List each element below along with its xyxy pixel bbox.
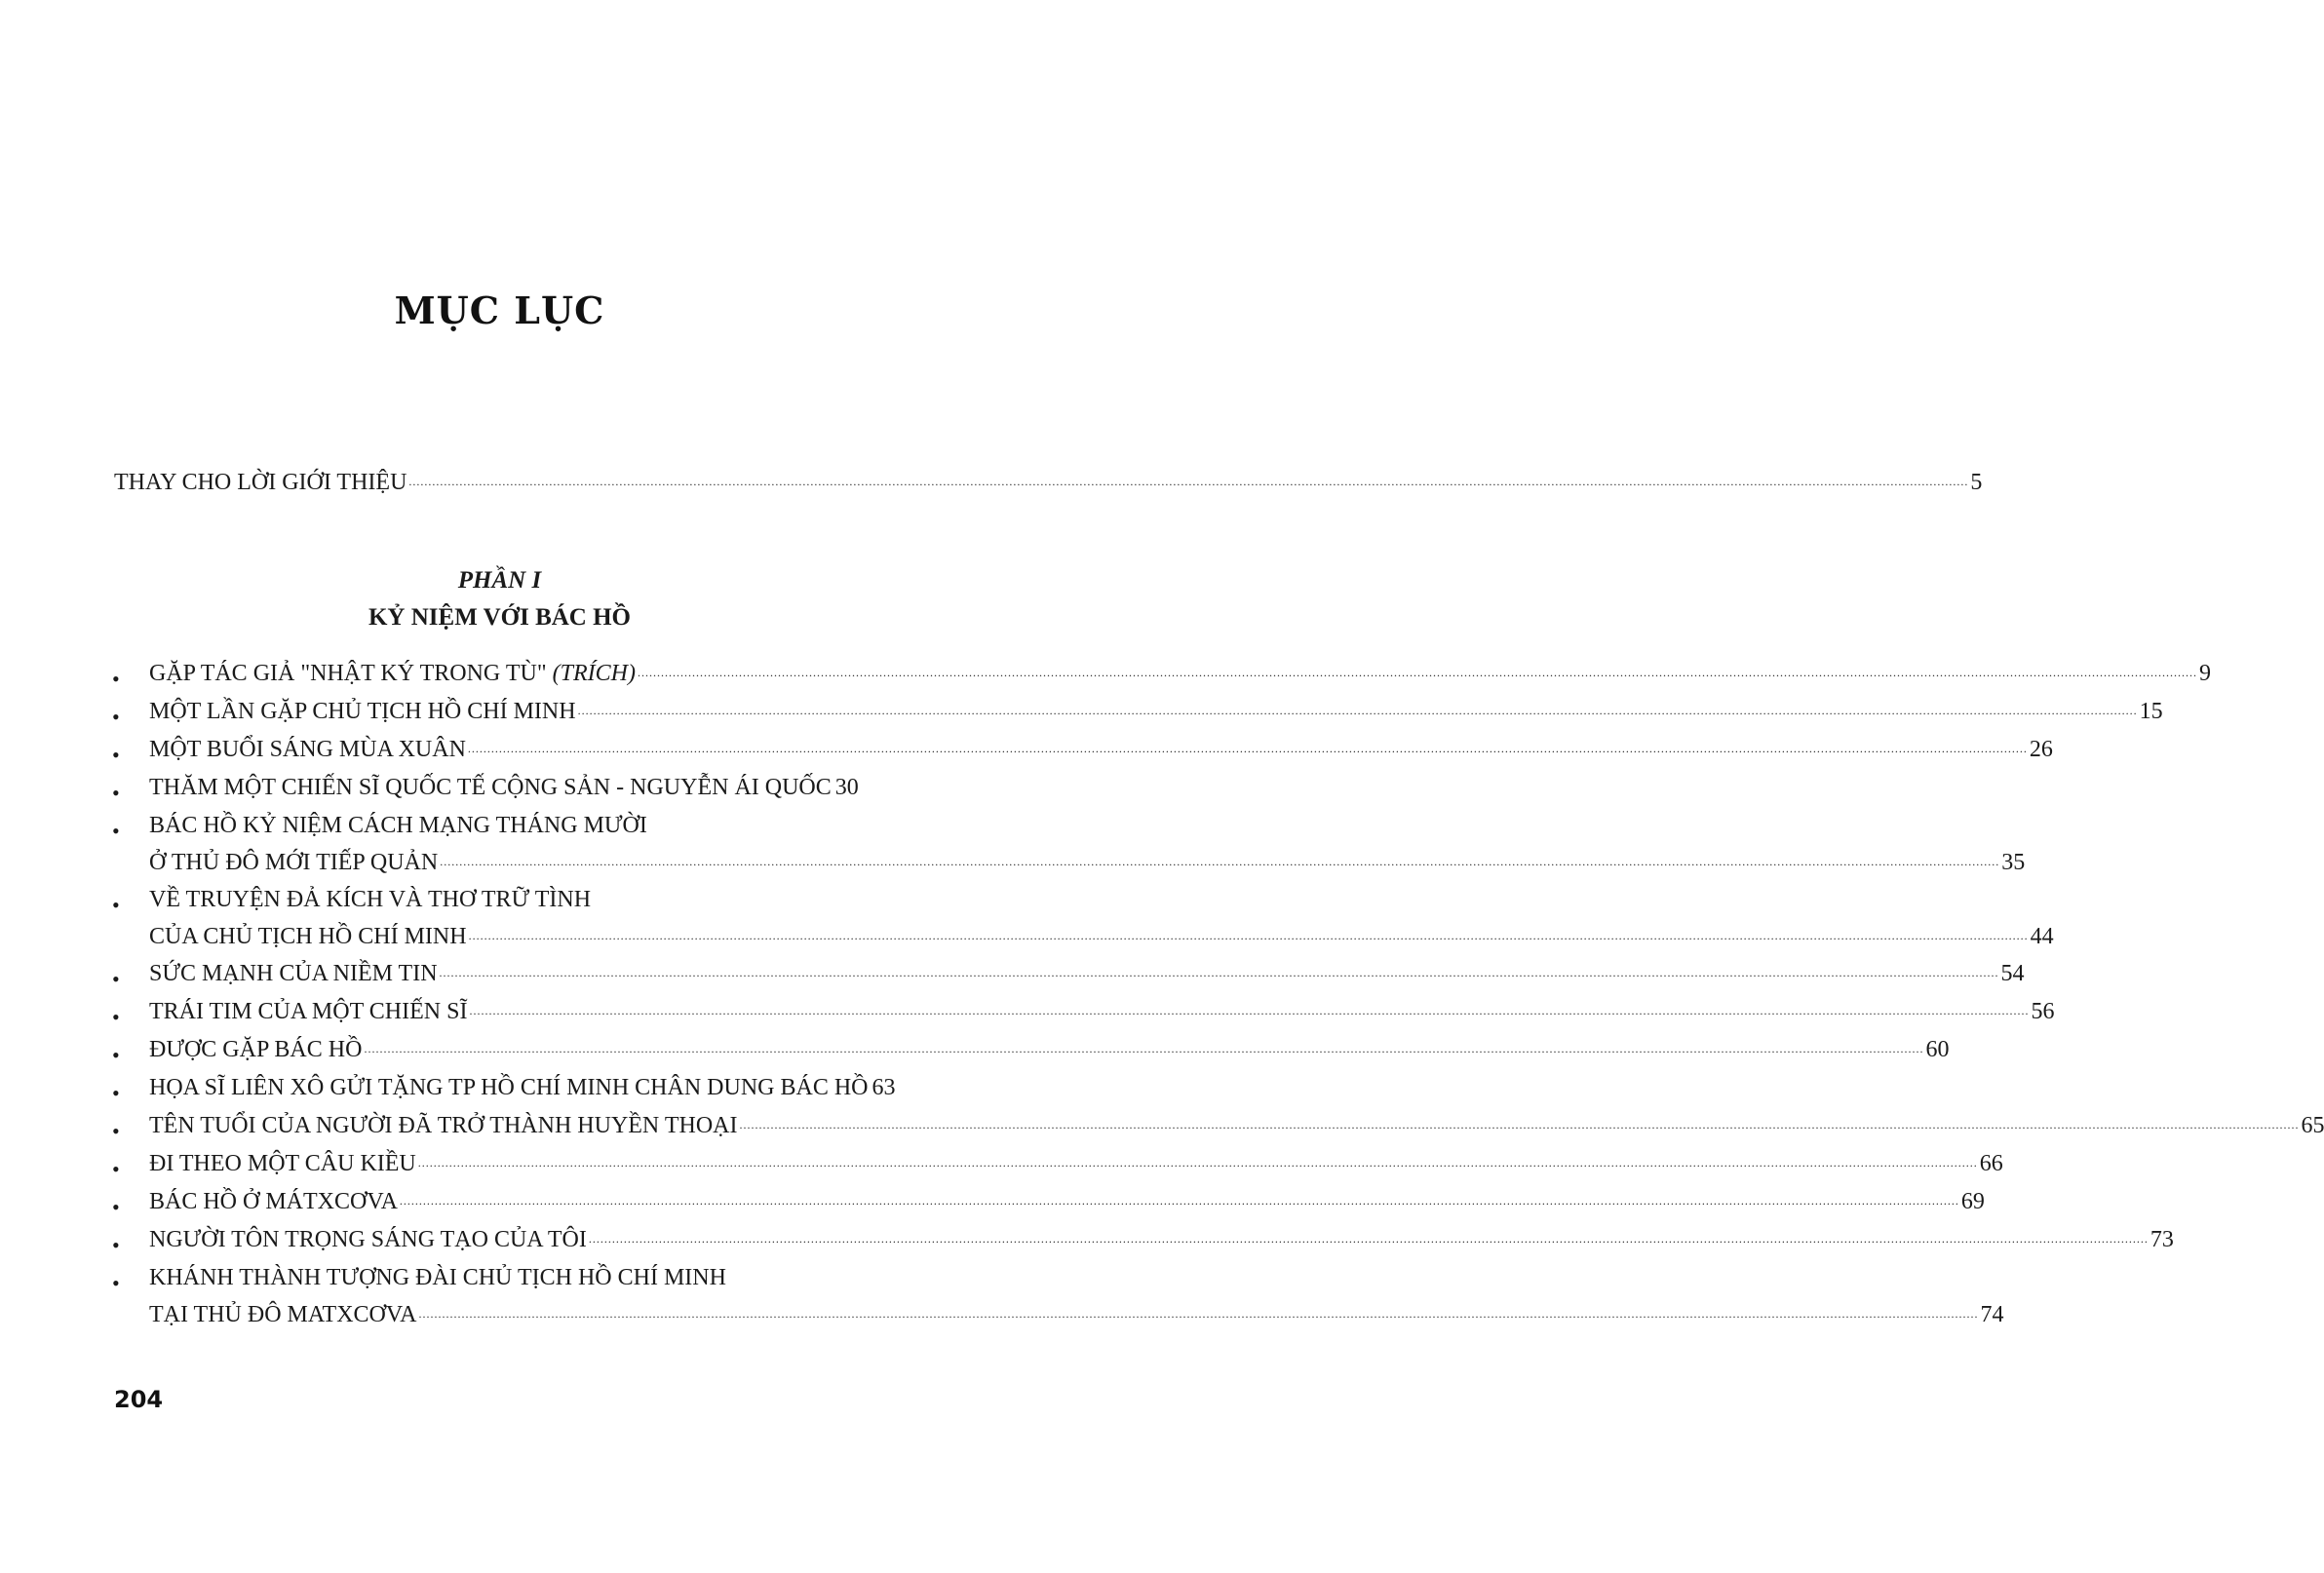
dot-leader: ................................................................................................................................................................................................................................................................................................................................................................................................................ [637,666,2197,679]
bullet-icon: • [112,781,120,805]
toc-entry[interactable] [149,1151,2003,1177]
toc-entry[interactable] [149,1189,1985,1215]
toc-entry-label: MỘT BUỔI SÁNG MÙA XUÂN [149,737,466,762]
dot-leader: ................................................................................................................................................................................................................................................................................................................................................................................................................ [739,1118,2300,1132]
toc-entry-page: 56 [2031,999,2055,1024]
bullet-icon: • [112,1005,120,1029]
page-title: MỤC LỤC [394,288,605,332]
toc-entry-page: 15 [2139,699,2163,724]
dot-leader: ................................................................................................................................................................................................................................................................................................................................................................................................................ [468,929,2029,942]
bullet-icon: • [112,1081,120,1105]
dot-leader: ................................................................................................................................................................................................................................................................................................................................................................................................................ [588,1232,2149,1246]
bullet-icon: • [112,1157,120,1181]
toc-entry[interactable] [149,775,857,801]
bullet-icon: • [112,667,120,691]
toc-entry-label: CỦA CHỦ TỊCH HỒ CHÍ MINH [149,924,467,949]
bullet-icon: • [112,967,120,991]
dot-leader: ................................................................................................................................................................................................................................................................................................................................................................................................................ [399,1194,1959,1208]
toc-entry-label: TÊN TUỔI CỦA NGƯỜI ĐÃ TRỞ THÀNH HUYỀN THOẠI [149,1113,738,1138]
toc-entry-label: GẶP TÁC GIẢ "NHẬT KÝ TRONG TÙ" (TRÍCH) [149,661,636,686]
bullet-icon: • [112,819,120,843]
dot-leader: ................................................................................................................................................................................................................................................................................................................................................................................................................ [577,704,2138,717]
toc-entry-label: NGƯỜI TÔN TRỌNG SÁNG TẠO CỦA TÔI [149,1227,587,1252]
dot-leader: ................................................................................................................................................................................................................................................................................................................................................................................................................ [469,1004,2030,1017]
dot-leader: ................................................................................................................................................................................................................................................................................................................................................................................................................ [439,966,1999,979]
toc-entry-page: 69 [1960,1189,1985,1214]
toc-entry[interactable] [149,961,2025,987]
toc-entry-page: 26 [2029,737,2053,762]
toc-entry[interactable] [149,1227,2174,1253]
bullet-icon: • [112,1043,120,1067]
toc-entry-page: 5 [1970,470,1983,495]
bullet-icon: • [112,705,120,729]
toc-entry-label-line1: KHÁNH THÀNH TƯỢNG ĐÀI CHỦ TỊCH HỒ CHÍ MINH [149,1265,726,1290]
part-label: PHẦN I [457,567,542,594]
toc-entry-label: SỨC MẠNH CỦA NIỀM TIN [149,961,438,986]
dot-leader: ................................................................................................................................................................................................................................................................................................................................................................................................................ [418,1307,1979,1321]
toc-entry-label: ĐI THEO MỘT CÂU KIỀU [149,1151,416,1176]
toc-entry[interactable] [149,1037,1950,1063]
dot-leader: ................................................................................................................................................................................................................................................................................................................................................................................................................ [364,1042,1924,1055]
toc-entry[interactable] [149,661,2211,687]
dot-leader: ................................................................................................................................................................................................................................................................................................................................................................................................................ [408,475,1969,488]
toc-entry-page: 66 [1979,1151,2003,1176]
toc-entry[interactable] [149,699,2163,725]
bullet-icon: • [112,893,120,917]
dot-leader: ................................................................................................................................................................................................................................................................................................................................................................................................................ [467,742,2028,755]
part-title: KỶ NIỆM VỚI BÁC HỒ [368,604,631,631]
toc-entry-label: MỘT LẦN GẶP CHỦ TỊCH HỒ CHÍ MINH [149,699,576,724]
toc-entry-intro[interactable] [114,470,1983,496]
bullet-icon: • [112,1119,120,1143]
toc-entry-page: 54 [2000,961,2025,986]
toc-entry-label: TẠI THỦ ĐÔ MATXCƠVA [149,1302,417,1327]
toc-entry-label: Ở THỦ ĐÔ MỚI TIẾP QUẢN [149,850,439,875]
toc-entry-label: THAY CHO LỜI GIỚI THIỆU [114,470,407,495]
page-number: 204 [114,1386,164,1413]
dot-leader: ................................................................................................................................................................................................................................................................................................................................................................................................................ [417,1156,1978,1170]
toc-entry-page: 65 [2301,1113,2324,1138]
bullet-icon: • [112,1233,120,1257]
toc-entry-label: BÁC HỒ Ở MÁTXCƠVA [149,1189,398,1214]
toc-entry-page: 63 [872,1075,896,1100]
bullet-icon: • [112,1195,120,1219]
toc-entry-label: ĐƯỢC GẶP BÁC HỒ [149,1037,363,1062]
toc-entry-label: TRÁI TIM CỦA MỘT CHIẾN SĨ [149,999,468,1024]
toc-entry-label: HỌA SĨ LIÊN XÔ GỬI TẶNG TP HỒ CHÍ MINH CHÂN DUNG BÁC HỒ [149,1075,869,1100]
toc-entry-page: 44 [2030,924,2054,949]
toc-entry[interactable] [149,1113,2324,1139]
toc-entry-label-line1: VỀ TRUYỆN ĐẢ KÍCH VÀ THƠ TRỮ TÌNH [149,887,592,912]
toc-entry-page: 30 [834,775,859,800]
toc-entry-label-line1: BÁC HỒ KỶ NIỆM CÁCH MẠNG THÁNG MƯỜI [149,813,647,838]
toc-entry[interactable] [149,999,2055,1025]
toc-entry-label: THĂM MỘT CHIẾN SĨ QUỐC TẾ CỘNG SẢN - NGUYỄN ÁI QUỐC [149,775,832,800]
toc-entry-page: 9 [2198,661,2211,686]
toc-entry-page: 74 [1980,1302,2004,1327]
bullet-icon: • [112,1271,120,1295]
toc-entry[interactable] [149,1302,2004,1328]
toc-entry-page: 73 [2150,1227,2174,1252]
toc-entry[interactable] [149,737,2053,763]
toc-entry[interactable] [149,1075,896,1101]
toc-entry[interactable] [149,850,2026,876]
toc-entry-page: 35 [2001,850,2026,875]
toc-entry[interactable] [149,924,2054,950]
dot-leader: ................................................................................................................................................................................................................................................................................................................................................................................................................ [440,855,2000,868]
bullet-icon: • [112,743,120,767]
toc-entry-page: 60 [1925,1037,1950,1062]
